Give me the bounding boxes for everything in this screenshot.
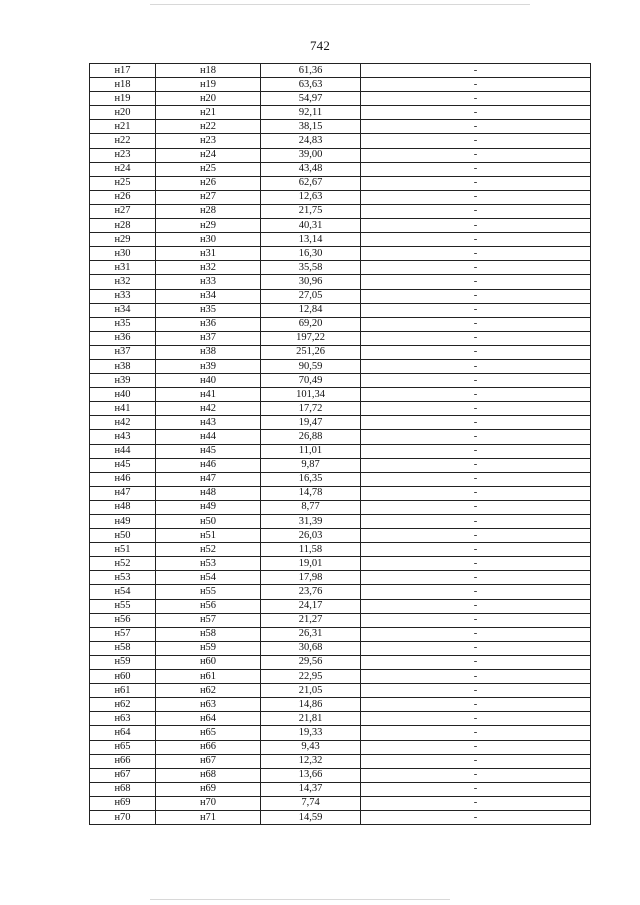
table-row (90, 670, 591, 684)
length-cell: 29,56 (261, 655, 361, 669)
length-cell: 16,30 (261, 247, 361, 261)
scan-edge-line-top (150, 4, 530, 5)
note-cell: - (361, 430, 591, 444)
start-point-cell: н22 (90, 134, 156, 148)
end-point-cell: н52 (156, 543, 261, 557)
note-cell: - (361, 416, 591, 430)
note-cell: - (361, 529, 591, 543)
table-row (90, 289, 591, 303)
note-cell: - (361, 500, 591, 514)
length-cell: 43,48 (261, 162, 361, 176)
start-point-cell: н43 (90, 430, 156, 444)
start-point-cell: н35 (90, 317, 156, 331)
note-cell: - (361, 810, 591, 824)
length-cell: 92,11 (261, 106, 361, 120)
start-point-cell: н63 (90, 712, 156, 726)
start-point-cell: н41 (90, 402, 156, 416)
start-point-cell: н47 (90, 486, 156, 500)
table-row (90, 810, 591, 824)
length-cell: 21,75 (261, 204, 361, 218)
length-cell: 63,63 (261, 78, 361, 92)
start-point-cell: н52 (90, 557, 156, 571)
end-point-cell: н19 (156, 78, 261, 92)
table-row (90, 120, 591, 134)
table-row (90, 712, 591, 726)
end-point-cell: н35 (156, 303, 261, 317)
start-point-cell: н17 (90, 64, 156, 78)
note-cell: - (361, 458, 591, 472)
end-point-cell: н31 (156, 247, 261, 261)
note-cell: - (361, 486, 591, 500)
start-point-cell: н30 (90, 247, 156, 261)
note-cell: - (361, 754, 591, 768)
table-row (90, 345, 591, 359)
table-row (90, 444, 591, 458)
table-row (90, 529, 591, 543)
end-point-cell: н27 (156, 190, 261, 204)
table-row (90, 416, 591, 430)
table-row (90, 359, 591, 373)
length-cell: 26,03 (261, 529, 361, 543)
note-cell: - (361, 345, 591, 359)
end-point-cell: н29 (156, 219, 261, 233)
note-cell: - (361, 64, 591, 78)
length-cell: 19,47 (261, 416, 361, 430)
length-cell: 54,97 (261, 92, 361, 106)
start-point-cell: н24 (90, 162, 156, 176)
start-point-cell: н23 (90, 148, 156, 162)
start-point-cell: н19 (90, 92, 156, 106)
note-cell: - (361, 233, 591, 247)
note-cell: - (361, 515, 591, 529)
note-cell: - (361, 331, 591, 345)
note-cell: - (361, 359, 591, 373)
table-row (90, 698, 591, 712)
table-row (90, 458, 591, 472)
table-row (90, 261, 591, 275)
start-point-cell: н21 (90, 120, 156, 134)
start-point-cell: н31 (90, 261, 156, 275)
length-cell: 12,32 (261, 754, 361, 768)
note-cell: - (361, 557, 591, 571)
table-row (90, 176, 591, 190)
length-cell: 26,31 (261, 627, 361, 641)
note-cell: - (361, 388, 591, 402)
start-point-cell: н58 (90, 641, 156, 655)
length-cell: 12,63 (261, 190, 361, 204)
note-cell: - (361, 726, 591, 740)
end-point-cell: н32 (156, 261, 261, 275)
start-point-cell: н53 (90, 571, 156, 585)
length-cell: 21,05 (261, 684, 361, 698)
length-cell: 12,84 (261, 303, 361, 317)
start-point-cell: н45 (90, 458, 156, 472)
points-table-wrapper (89, 63, 590, 825)
note-cell: - (361, 796, 591, 810)
length-cell: 23,76 (261, 585, 361, 599)
note-cell: - (361, 275, 591, 289)
end-point-cell: н69 (156, 782, 261, 796)
end-point-cell: н43 (156, 416, 261, 430)
table-row (90, 796, 591, 810)
note-cell: - (361, 148, 591, 162)
start-point-cell: н54 (90, 585, 156, 599)
end-point-cell: н24 (156, 148, 261, 162)
start-point-cell: н39 (90, 374, 156, 388)
length-cell: 21,81 (261, 712, 361, 726)
start-point-cell: н38 (90, 359, 156, 373)
start-point-cell: н56 (90, 613, 156, 627)
table-row (90, 402, 591, 416)
length-cell: 30,68 (261, 641, 361, 655)
length-cell: 24,83 (261, 134, 361, 148)
length-cell: 26,88 (261, 430, 361, 444)
start-point-cell: н28 (90, 219, 156, 233)
page-number: 742 (309, 38, 331, 53)
start-point-cell: н29 (90, 233, 156, 247)
end-point-cell: н47 (156, 472, 261, 486)
table-row (90, 64, 591, 78)
note-cell: - (361, 204, 591, 218)
start-point-cell: н61 (90, 684, 156, 698)
start-point-cell: н49 (90, 515, 156, 529)
start-point-cell: н67 (90, 768, 156, 782)
length-cell: 30,96 (261, 275, 361, 289)
length-cell: 101,34 (261, 388, 361, 402)
length-cell: 38,15 (261, 120, 361, 134)
end-point-cell: н61 (156, 670, 261, 684)
length-cell: 22,95 (261, 670, 361, 684)
start-point-cell: н18 (90, 78, 156, 92)
end-point-cell: н70 (156, 796, 261, 810)
start-point-cell: н59 (90, 655, 156, 669)
length-cell: 16,35 (261, 472, 361, 486)
length-cell: 14,59 (261, 810, 361, 824)
length-cell: 40,31 (261, 219, 361, 233)
length-cell: 31,39 (261, 515, 361, 529)
start-point-cell: н42 (90, 416, 156, 430)
start-point-cell: н32 (90, 275, 156, 289)
note-cell: - (361, 190, 591, 204)
note-cell: - (361, 670, 591, 684)
table-row (90, 627, 591, 641)
start-point-cell: н48 (90, 500, 156, 514)
table-row (90, 92, 591, 106)
note-cell: - (361, 768, 591, 782)
note-cell: - (361, 261, 591, 275)
start-point-cell: н57 (90, 627, 156, 641)
start-point-cell: н60 (90, 670, 156, 684)
end-point-cell: н44 (156, 430, 261, 444)
table-row (90, 782, 591, 796)
scan-edge-line-bottom (150, 899, 450, 900)
note-cell: - (361, 317, 591, 331)
end-point-cell: н59 (156, 641, 261, 655)
start-point-cell: н66 (90, 754, 156, 768)
length-cell: 39,00 (261, 148, 361, 162)
note-cell: - (361, 472, 591, 486)
note-cell: - (361, 134, 591, 148)
length-cell: 61,36 (261, 64, 361, 78)
start-point-cell: н27 (90, 204, 156, 218)
start-point-cell: н44 (90, 444, 156, 458)
table-row (90, 599, 591, 613)
table-row (90, 613, 591, 627)
table-row (90, 515, 591, 529)
table-row (90, 655, 591, 669)
end-point-cell: н38 (156, 345, 261, 359)
note-cell: - (361, 176, 591, 190)
end-point-cell: н58 (156, 627, 261, 641)
end-point-cell: н53 (156, 557, 261, 571)
length-cell: 8,77 (261, 500, 361, 514)
start-point-cell: н68 (90, 782, 156, 796)
end-point-cell: н28 (156, 204, 261, 218)
start-point-cell: н65 (90, 740, 156, 754)
length-cell: 14,78 (261, 486, 361, 500)
start-point-cell: н50 (90, 529, 156, 543)
end-point-cell: н56 (156, 599, 261, 613)
start-point-cell: н36 (90, 331, 156, 345)
table-row (90, 78, 591, 92)
start-point-cell: н25 (90, 176, 156, 190)
table-row (90, 768, 591, 782)
start-point-cell: н20 (90, 106, 156, 120)
end-point-cell: н66 (156, 740, 261, 754)
note-cell: - (361, 444, 591, 458)
start-point-cell: н62 (90, 698, 156, 712)
end-point-cell: н40 (156, 374, 261, 388)
table-row (90, 571, 591, 585)
table-row (90, 585, 591, 599)
end-point-cell: н18 (156, 64, 261, 78)
note-cell: - (361, 585, 591, 599)
table-row (90, 500, 591, 514)
table-row (90, 317, 591, 331)
table-row (90, 134, 591, 148)
length-cell: 11,58 (261, 543, 361, 557)
length-cell: 14,37 (261, 782, 361, 796)
length-cell: 13,14 (261, 233, 361, 247)
length-cell: 69,20 (261, 317, 361, 331)
note-cell: - (361, 402, 591, 416)
note-cell: - (361, 613, 591, 627)
start-point-cell: н55 (90, 599, 156, 613)
length-cell: 35,58 (261, 261, 361, 275)
end-point-cell: н45 (156, 444, 261, 458)
start-point-cell: н46 (90, 472, 156, 486)
end-point-cell: н60 (156, 655, 261, 669)
note-cell: - (361, 655, 591, 669)
end-point-cell: н37 (156, 331, 261, 345)
start-point-cell: н33 (90, 289, 156, 303)
note-cell: - (361, 543, 591, 557)
end-point-cell: н64 (156, 712, 261, 726)
table-row (90, 204, 591, 218)
table-row (90, 740, 591, 754)
end-point-cell: н26 (156, 176, 261, 190)
table-row (90, 486, 591, 500)
length-cell: 70,49 (261, 374, 361, 388)
end-point-cell: н63 (156, 698, 261, 712)
end-point-cell: н62 (156, 684, 261, 698)
end-point-cell: н68 (156, 768, 261, 782)
end-point-cell: н65 (156, 726, 261, 740)
start-point-cell: н34 (90, 303, 156, 317)
end-point-cell: н21 (156, 106, 261, 120)
start-point-cell: н69 (90, 796, 156, 810)
end-point-cell: н49 (156, 500, 261, 514)
length-cell: 197,22 (261, 331, 361, 345)
end-point-cell: н22 (156, 120, 261, 134)
end-point-cell: н33 (156, 275, 261, 289)
length-cell: 251,26 (261, 345, 361, 359)
table-row (90, 430, 591, 444)
length-cell: 27,05 (261, 289, 361, 303)
length-cell: 62,67 (261, 176, 361, 190)
note-cell: - (361, 782, 591, 796)
start-point-cell: н26 (90, 190, 156, 204)
start-point-cell: н37 (90, 345, 156, 359)
note-cell: - (361, 162, 591, 176)
table-row (90, 275, 591, 289)
length-cell: 21,27 (261, 613, 361, 627)
note-cell: - (361, 303, 591, 317)
end-point-cell: н46 (156, 458, 261, 472)
end-point-cell: н50 (156, 515, 261, 529)
table-row (90, 388, 591, 402)
end-point-cell: н30 (156, 233, 261, 247)
start-point-cell: н40 (90, 388, 156, 402)
length-cell: 9,43 (261, 740, 361, 754)
table-row (90, 684, 591, 698)
note-cell: - (361, 374, 591, 388)
end-point-cell: н42 (156, 402, 261, 416)
end-point-cell: н55 (156, 585, 261, 599)
length-cell: 13,66 (261, 768, 361, 782)
table-row (90, 754, 591, 768)
start-point-cell: н64 (90, 726, 156, 740)
note-cell: - (361, 698, 591, 712)
end-point-cell: н71 (156, 810, 261, 824)
note-cell: - (361, 571, 591, 585)
table-row (90, 472, 591, 486)
length-cell: 19,01 (261, 557, 361, 571)
table-row (90, 106, 591, 120)
length-cell: 9,87 (261, 458, 361, 472)
table-row (90, 331, 591, 345)
length-cell: 19,33 (261, 726, 361, 740)
table-row (90, 726, 591, 740)
note-cell: - (361, 92, 591, 106)
note-cell: - (361, 247, 591, 261)
table-row (90, 641, 591, 655)
note-cell: - (361, 106, 591, 120)
end-point-cell: н36 (156, 317, 261, 331)
note-cell: - (361, 684, 591, 698)
length-cell: 17,98 (261, 571, 361, 585)
end-point-cell: н20 (156, 92, 261, 106)
end-point-cell: н57 (156, 613, 261, 627)
note-cell: - (361, 219, 591, 233)
end-point-cell: н34 (156, 289, 261, 303)
end-point-cell: н39 (156, 359, 261, 373)
table-row (90, 162, 591, 176)
note-cell: - (361, 740, 591, 754)
length-cell: 11,01 (261, 444, 361, 458)
table-row (90, 233, 591, 247)
note-cell: - (361, 712, 591, 726)
end-point-cell: н67 (156, 754, 261, 768)
table-row (90, 557, 591, 571)
end-point-cell: н54 (156, 571, 261, 585)
end-point-cell: н23 (156, 134, 261, 148)
length-cell: 7,74 (261, 796, 361, 810)
table-row (90, 219, 591, 233)
table-row (90, 247, 591, 261)
note-cell: - (361, 627, 591, 641)
note-cell: - (361, 289, 591, 303)
length-cell: 24,17 (261, 599, 361, 613)
table-row (90, 303, 591, 317)
length-cell: 17,72 (261, 402, 361, 416)
table-row (90, 543, 591, 557)
start-point-cell: н51 (90, 543, 156, 557)
table-row (90, 374, 591, 388)
table-row (90, 190, 591, 204)
length-cell: 90,59 (261, 359, 361, 373)
end-point-cell: н41 (156, 388, 261, 402)
note-cell: - (361, 599, 591, 613)
end-point-cell: н51 (156, 529, 261, 543)
points-table (89, 63, 591, 825)
table-row (90, 148, 591, 162)
start-point-cell: н70 (90, 810, 156, 824)
note-cell: - (361, 120, 591, 134)
end-point-cell: н25 (156, 162, 261, 176)
note-cell: - (361, 641, 591, 655)
points-table-body (90, 64, 591, 825)
length-cell: 14,86 (261, 698, 361, 712)
note-cell: - (361, 78, 591, 92)
end-point-cell: н48 (156, 486, 261, 500)
